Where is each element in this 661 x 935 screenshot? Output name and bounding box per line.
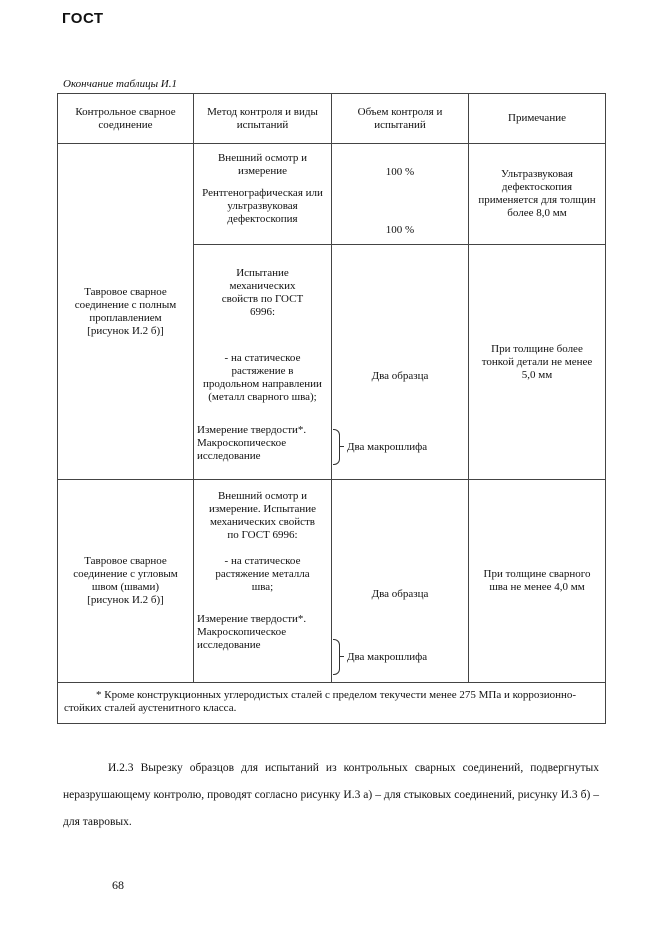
- method-hardness: Измерение твердости*. Макроскопическое исследование: [197, 613, 307, 651]
- volume-cell: [332, 144, 469, 245]
- method-static-tension: - на статическое растяжение в продольном направлении (металл сварного шва);: [203, 352, 322, 403]
- method-mechanical: Испытание механических свойств по ГОСТ 6996:: [221, 267, 304, 318]
- method-cell: [194, 245, 332, 480]
- curly-brace-icon: [333, 429, 340, 465]
- joint-cell-fillet-weld: Тавровое сварное соединение с угловым швом (швами) [рисунок И.2 б)]: [58, 480, 194, 683]
- volume-hardness: Два макрошлифа: [347, 440, 428, 453]
- volume-static-tension: Два образца: [371, 588, 429, 600]
- method-hardness: Измерение твердости*. Макроскопическое исследование: [197, 424, 307, 462]
- body-paragraph: [63, 755, 599, 836]
- column-header-joint: Контрольное сварное соединение: [58, 94, 194, 144]
- table-header-row: [58, 94, 606, 144]
- joint-cell-full-penetration: Тавровое сварное соединение с полным проплавлением [рисунок И.2 б)]: [58, 144, 194, 480]
- volume-hardness: Два макрошлифа: [347, 650, 428, 663]
- volume-cell: [332, 245, 469, 480]
- method-cell: [194, 144, 332, 245]
- curly-brace-icon: [333, 639, 340, 675]
- footnote-row: [58, 683, 606, 724]
- method-radiography: Рентгенографическая или ультразвуковая дефектоскопия: [202, 187, 323, 225]
- note-cell: Ультразвуковая дефектоскопия применяется для толщин более 8,0 мм: [469, 144, 606, 245]
- column-header-volume: Объем контроля и испытаний: [332, 94, 469, 144]
- document-header: ГОСТ: [62, 10, 104, 27]
- volume-static-tension: Два образца: [371, 370, 429, 382]
- method-cell: [194, 480, 332, 683]
- paragraph-text: И.2.3 Вырезку образцов для испытаний из контрольных сварных соединений, подвергнутых неразрушающему контролю, проводят согласно рисунку И.3 а) – для стыковых соединений, рисунку И.3 б) – для тавровых.: [63, 762, 599, 828]
- footnote: [58, 683, 606, 724]
- specification-table: [57, 93, 606, 724]
- column-header-note: Примечание: [469, 94, 606, 144]
- method-visual-mechanical: Внешний осмотр и измерение. Испытание механических свойств по ГОСТ 6996:: [208, 490, 317, 541]
- method-visual: Внешний осмотр и измерение: [217, 152, 308, 177]
- footnote-text: * Кроме конструкционных углеродистых сталей с пределом текучести менее 275 МПа и коррозионно-стойких сталей аустенитного класса.: [64, 689, 577, 714]
- volume-visual: 100 %: [385, 166, 415, 178]
- method-static-tension: - на статическое растяжение металла шва;: [215, 555, 310, 593]
- volume-cell: [332, 480, 469, 683]
- volume-hardness-row: [335, 639, 465, 675]
- volume-hardness-row: [335, 429, 465, 465]
- volume-radiography: 100 %: [385, 224, 415, 236]
- note-cell: При толщине более тонкой детали не менее 5,0 мм: [469, 245, 606, 480]
- table-row: [58, 480, 606, 683]
- page-number: 68: [112, 878, 124, 892]
- note-cell: При толщине сварного шва не менее 4,0 мм: [469, 480, 606, 683]
- column-header-method: Метод контроля и виды испытаний: [194, 94, 332, 144]
- table-row: [58, 144, 606, 245]
- table-caption: Окончание таблицы И.1: [63, 78, 177, 90]
